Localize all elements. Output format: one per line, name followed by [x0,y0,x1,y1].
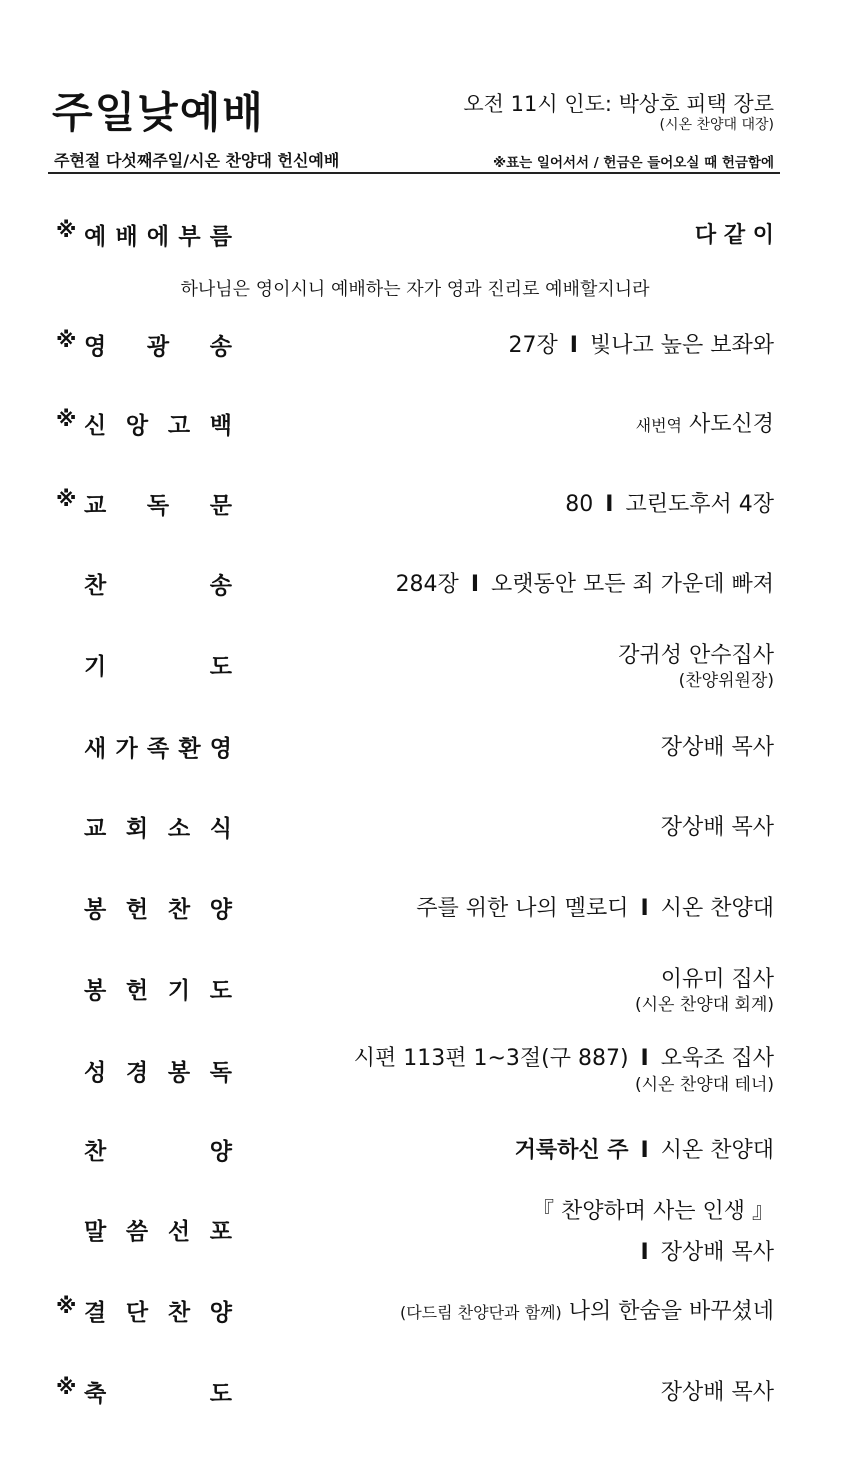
label-char: 문 [209,493,232,519]
label-char: 단 [125,1300,149,1326]
label-char: 배 [115,224,138,250]
label-char: 가 [115,736,138,762]
label-char: 신 [84,413,107,439]
order-note: (시온 찬양대 테너) [634,1075,774,1095]
order-value: 장상배 목사 [660,1380,774,1405]
standing-mark: ※ [56,487,77,511]
page-title: 주일낮예배 [52,88,265,137]
hymn-title: 빛나고 높은 보좌와 [589,333,774,358]
label-char: 백 [209,413,232,439]
order-label [84,218,232,251]
order-value: 장상배 목사 [660,815,774,840]
hymn-number: 27장 [508,333,558,358]
label-char: 봉 [84,897,107,923]
order-label [84,407,232,440]
song-title: 주를 위한 나의 멜로디 [416,896,629,921]
order-label [84,1213,232,1246]
creed-name: 사도신경 [688,412,774,437]
order-value [636,407,774,438]
label-char: 봉 [84,978,107,1004]
performer: 시온 찬양대 [660,896,774,921]
label-char: 식 [209,816,232,842]
label-char: 헌 [125,978,149,1004]
separator: I [640,1240,649,1265]
label-char: 회 [125,816,149,842]
order-value [509,328,774,359]
standing-mark: ※ [56,328,77,352]
order-value [565,487,774,518]
label-char: 독 [146,493,170,519]
separator: I [640,896,649,921]
label-char: 족 [146,736,170,762]
song-title: 나의 한숨을 바꾸셨네 [568,1299,774,1324]
standing-mark: ※ [56,218,77,242]
order-label [84,567,232,600]
label-char: 말 [84,1219,107,1245]
label-char: 기 [167,978,191,1004]
header-divider [48,172,780,174]
label-char: 예 [84,224,107,250]
label-char: 앙 [125,413,149,439]
order-label [84,1133,232,1166]
label-char: 에 [146,224,170,250]
scripture-ref: 시편 113편 1~3절(구 887) [353,1046,629,1071]
hymn-number: 284장 [395,572,459,597]
order-value: 다 같 이 [694,223,774,248]
label-char: 영 [209,736,232,762]
label-char: 새 [84,736,107,762]
separator: I [569,333,578,358]
label-char: 기 [84,654,107,680]
standing-mark: ※ [56,1294,77,1318]
leader-note: (시온 찬양대 대장) [659,117,774,133]
label-char: 봉 [167,1060,191,1086]
standing-mark: ※ [56,407,77,431]
label-char: 성 [84,1060,107,1086]
order-label [84,1054,232,1087]
order-label [84,972,232,1005]
separator: I [640,1138,649,1163]
label-char: 도 [209,654,232,680]
label-char: 포 [209,1219,232,1245]
label-char: 양 [209,1139,232,1165]
label-char: 축 [84,1381,107,1407]
order-label [84,810,232,843]
reader: 오욱조 집사 [660,1046,774,1071]
label-char: 송 [209,573,232,599]
order-label [84,891,232,924]
label-char: 찬 [84,1139,107,1165]
order-value [515,1133,774,1164]
scripture-verse: 하나님은 영이시니 예배하는 자가 영과 진리로 예배할지니라 [180,279,650,300]
label-char: 광 [146,334,170,360]
label-char: 도 [209,1381,232,1407]
order-value [400,1294,774,1325]
label-char: 도 [209,978,232,1004]
label-char: 환 [178,736,201,762]
service-subtitle: 주현절 다섯째주일/시온 찬양대 헌신예배 [54,151,340,170]
label-char: 영 [84,334,107,360]
order-note: (찬양위원장) [678,671,774,691]
label-char: 결 [84,1300,107,1326]
separator: I [640,1046,649,1071]
label-char: 씀 [125,1219,149,1245]
order-value: 장상배 목사 [660,735,774,760]
label-char: 송 [209,334,232,360]
performer: 시온 찬양대 [660,1138,774,1163]
label-char: 름 [209,224,232,250]
label-char: 찬 [84,573,107,599]
order-label [84,1375,232,1408]
label-char: 고 [167,413,191,439]
separator: I [605,492,614,517]
reading-title: 고린도후서 4장 [625,492,774,517]
label-char: 소 [167,816,191,842]
service-time-leader: 오전 11시 인도: 박상호 피택 장로 [463,92,774,116]
order-value: 강귀성 안수집사 [618,643,774,668]
reading-number: 80 [565,492,594,517]
order-label [84,648,232,681]
label-char: 양 [209,897,232,923]
order-label [84,1294,232,1327]
order-value [396,567,774,598]
order-value [641,1235,774,1266]
with-note: (다드림 찬양단과 함께) [399,1303,562,1322]
translation-note: 새번역 [635,416,682,435]
label-char: 양 [209,1300,232,1326]
preacher: 장상배 목사 [660,1240,774,1265]
label-char: 선 [167,1219,191,1245]
order-value: 이유미 집사 [660,967,774,992]
label-char: 부 [178,224,201,250]
order-value [354,1041,774,1072]
order-value [416,891,774,922]
order-note: (시온 찬양대 회계) [634,995,774,1015]
label-char: 독 [209,1060,232,1086]
label-char: 교 [84,493,107,519]
order-label [84,730,232,763]
label-char: 찬 [167,1300,191,1326]
anthem-title: 거룩하신 주 [514,1138,629,1163]
separator: I [470,572,479,597]
sermon-title: 『 찬양하며 사는 인생 』 [532,1199,774,1224]
label-char: 헌 [125,897,149,923]
hymn-title: 오랫동안 모든 죄 가운데 빠져 [491,572,774,597]
instructions: ※표는 일어서서 / 헌금은 들어오실 때 헌금함에 [493,155,774,171]
standing-mark: ※ [56,1375,77,1399]
order-label [84,487,232,520]
label-char: 찬 [167,897,191,923]
label-char: 경 [125,1060,149,1086]
label-char: 교 [84,816,107,842]
order-label [84,328,232,361]
